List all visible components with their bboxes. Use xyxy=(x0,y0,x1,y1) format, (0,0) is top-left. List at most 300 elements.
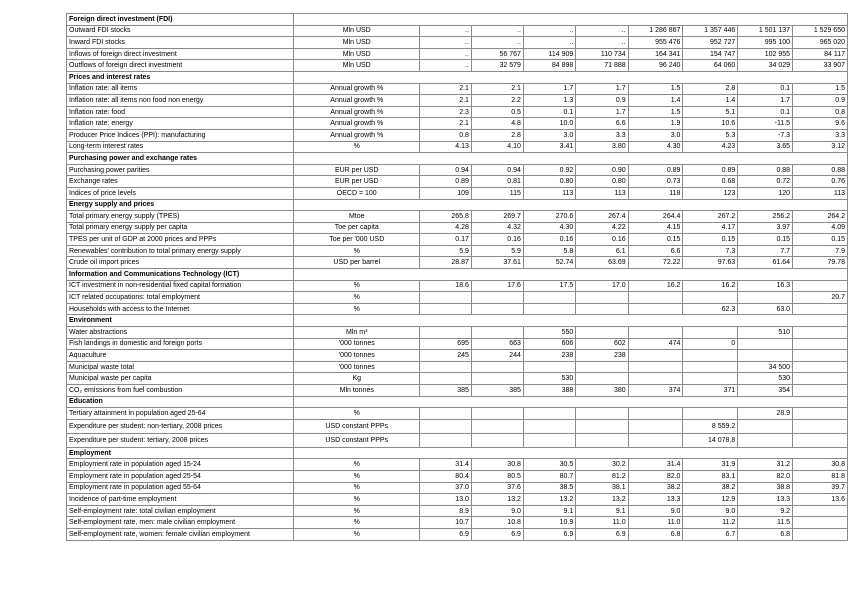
unit-cell: % xyxy=(294,141,420,153)
value-cell: 52.74 xyxy=(523,257,575,269)
value-cell: 14 078.8 xyxy=(683,433,738,447)
value-cell: 0.1 xyxy=(738,106,793,118)
section-header-row xyxy=(67,315,848,327)
value-cell: 0.5 xyxy=(471,106,523,118)
value-cell xyxy=(793,528,848,540)
table-row xyxy=(67,327,848,339)
value-cell: 9.6 xyxy=(793,118,848,130)
indicator-label: Municipal waste total xyxy=(67,361,294,373)
table-row xyxy=(67,187,848,199)
indicator-label: CO₂ emissions from fuel combustion xyxy=(67,385,294,397)
value-cell xyxy=(420,373,472,385)
indicator-label: Incidence of part-time employment xyxy=(67,494,294,506)
unit-cell: OECD = 100 xyxy=(294,187,420,199)
section-title: Environment xyxy=(67,315,294,327)
value-cell: 37.61 xyxy=(471,257,523,269)
indicator-label: Municipal waste per capita xyxy=(67,373,294,385)
section-header-row xyxy=(67,447,848,459)
value-cell: 9.0 xyxy=(628,505,683,517)
value-cell: 38.8 xyxy=(738,482,793,494)
value-cell xyxy=(683,327,738,339)
value-cell: 0.88 xyxy=(738,164,793,176)
unit-cell: Annual growth % xyxy=(294,118,420,130)
unit-cell: Annual growth % xyxy=(294,83,420,95)
value-cell: .. xyxy=(471,37,523,49)
value-cell: 267.2 xyxy=(683,211,738,223)
section-spacer xyxy=(294,269,848,281)
indicator-label: Total primary energy supply per capita xyxy=(67,222,294,234)
table-row xyxy=(67,303,848,315)
value-cell: 3.0 xyxy=(628,129,683,141)
value-cell xyxy=(738,350,793,362)
value-cell: 1.7 xyxy=(576,83,628,95)
value-cell: 1.7 xyxy=(523,83,575,95)
table-row xyxy=(67,25,848,37)
unit-cell: USD constant PPPs xyxy=(294,419,420,433)
value-cell: 30.2 xyxy=(576,459,628,471)
value-cell xyxy=(793,361,848,373)
unit-cell: Annual growth % xyxy=(294,106,420,118)
value-cell xyxy=(576,408,628,420)
value-cell xyxy=(628,361,683,373)
value-cell: 11.0 xyxy=(576,517,628,529)
value-cell: 84 117 xyxy=(793,48,848,60)
value-cell: 267.4 xyxy=(576,211,628,223)
table-row xyxy=(67,164,848,176)
value-cell: 13.2 xyxy=(523,494,575,506)
value-cell xyxy=(576,292,628,304)
value-cell: 72.22 xyxy=(628,257,683,269)
value-cell: 1.4 xyxy=(628,95,683,107)
value-cell: 31.4 xyxy=(420,459,472,471)
value-cell: 109 xyxy=(420,187,472,199)
value-cell: 0.16 xyxy=(523,234,575,246)
unit-cell: USD constant PPPs xyxy=(294,433,420,447)
value-cell: 84 898 xyxy=(523,60,575,72)
value-cell: 0.80 xyxy=(576,176,628,188)
table-row xyxy=(67,141,848,153)
value-cell: 0.9 xyxy=(576,95,628,107)
value-cell: 1.7 xyxy=(576,106,628,118)
indicator-label: Inflation rate: all items xyxy=(67,83,294,95)
section-header-row xyxy=(67,71,848,83)
section-spacer xyxy=(294,71,848,83)
value-cell: 10.8 xyxy=(471,517,523,529)
value-cell: 8 559.2 xyxy=(683,419,738,433)
unit-cell: % xyxy=(294,245,420,257)
value-cell: 80.7 xyxy=(523,470,575,482)
indicator-label: Employment rate in population aged 15-24 xyxy=(67,459,294,471)
value-cell: 33 907 xyxy=(793,60,848,72)
unit-cell: Kg xyxy=(294,373,420,385)
value-cell: 83.1 xyxy=(683,470,738,482)
value-cell: 82.0 xyxy=(738,470,793,482)
unit-cell: % xyxy=(294,292,420,304)
value-cell: 17.5 xyxy=(523,280,575,292)
value-cell: 0.17 xyxy=(420,234,472,246)
value-cell xyxy=(576,361,628,373)
indicator-label: Long-term interest rates xyxy=(67,141,294,153)
indicator-label: Employment rate in population aged 55-64 xyxy=(67,482,294,494)
value-cell: 9.1 xyxy=(523,505,575,517)
value-cell xyxy=(576,373,628,385)
unit-cell: Mln m³ xyxy=(294,327,420,339)
value-cell: 4.30 xyxy=(628,141,683,153)
indicator-label: Expenditure per student: tertiary, 2008 prices xyxy=(67,433,294,447)
value-cell: .. xyxy=(576,37,628,49)
value-cell: 0.16 xyxy=(576,234,628,246)
table-row xyxy=(67,528,848,540)
value-cell: 37.6 xyxy=(471,482,523,494)
value-cell: 1.3 xyxy=(523,95,575,107)
value-cell: 30.8 xyxy=(471,459,523,471)
value-cell: 164 341 xyxy=(628,48,683,60)
indicator-label: Outflows of foreign direct investment xyxy=(67,60,294,72)
value-cell: 244 xyxy=(471,350,523,362)
value-cell xyxy=(793,338,848,350)
value-cell: 245 xyxy=(420,350,472,362)
value-cell: 113 xyxy=(523,187,575,199)
value-cell: 17.6 xyxy=(471,280,523,292)
value-cell: 9.0 xyxy=(683,505,738,517)
section-title: Energy supply and prices xyxy=(67,199,294,211)
section-title: Education xyxy=(67,396,294,408)
value-cell: 5.9 xyxy=(471,245,523,257)
section-spacer xyxy=(294,447,848,459)
value-cell: 6.8 xyxy=(628,528,683,540)
unit-cell: Toe per '000 USD xyxy=(294,234,420,246)
indicator-label: Water abstractions xyxy=(67,327,294,339)
value-cell: 371 xyxy=(683,385,738,397)
value-cell: 965 020 xyxy=(793,37,848,49)
value-cell: 4.8 xyxy=(471,118,523,130)
value-cell: 154 747 xyxy=(683,48,738,60)
value-cell: 31.9 xyxy=(683,459,738,471)
section-title: Foreign direct investment (FDI) xyxy=(67,14,294,26)
section-spacer xyxy=(294,14,848,26)
unit-cell: Annual growth % xyxy=(294,95,420,107)
value-cell: 114 909 xyxy=(523,48,575,60)
value-cell: 0.16 xyxy=(471,234,523,246)
value-cell: 38.1 xyxy=(576,482,628,494)
table-row xyxy=(67,60,848,72)
value-cell: 530 xyxy=(738,373,793,385)
unit-cell: Mtoe xyxy=(294,211,420,223)
value-cell: 0.89 xyxy=(683,164,738,176)
value-cell xyxy=(420,361,472,373)
table-row xyxy=(67,211,848,223)
table-row xyxy=(67,408,848,420)
value-cell: -7.3 xyxy=(738,129,793,141)
unit-cell: % xyxy=(294,459,420,471)
value-cell: 80.5 xyxy=(471,470,523,482)
table-row xyxy=(67,95,848,107)
value-cell: 695 xyxy=(420,338,472,350)
indicator-label: Self-employment rate, women: female civilian employment xyxy=(67,528,294,540)
value-cell: .. xyxy=(576,25,628,37)
unit-cell: Toe per capita xyxy=(294,222,420,234)
value-cell: 0 xyxy=(683,338,738,350)
value-cell: 4.32 xyxy=(471,222,523,234)
value-cell xyxy=(471,292,523,304)
table-row xyxy=(67,234,848,246)
indicator-label: Outward FDI stocks xyxy=(67,25,294,37)
indicator-label: Inward FDI stocks xyxy=(67,37,294,49)
value-cell xyxy=(471,419,523,433)
value-cell: 4.23 xyxy=(683,141,738,153)
value-cell xyxy=(793,350,848,362)
value-cell: 1 529 650 xyxy=(793,25,848,37)
indicator-label: Inflows of foreign direct investment xyxy=(67,48,294,60)
unit-cell: Mln USD xyxy=(294,48,420,60)
value-cell: .. xyxy=(420,37,472,49)
value-cell: 602 xyxy=(576,338,628,350)
value-cell: 3.41 xyxy=(523,141,575,153)
value-cell: 6.6 xyxy=(576,118,628,130)
table-row xyxy=(67,419,848,433)
value-cell: 264.2 xyxy=(793,211,848,223)
value-cell: 4.15 xyxy=(628,222,683,234)
value-cell: 952 727 xyxy=(683,37,738,49)
value-cell: 4.10 xyxy=(471,141,523,153)
value-cell: 13.3 xyxy=(738,494,793,506)
section-spacer xyxy=(294,199,848,211)
value-cell xyxy=(683,292,738,304)
table-row xyxy=(67,338,848,350)
value-cell xyxy=(576,303,628,315)
value-cell xyxy=(738,433,793,447)
table-row xyxy=(67,505,848,517)
table-row xyxy=(67,176,848,188)
value-cell: 995 100 xyxy=(738,37,793,49)
value-cell: 16.2 xyxy=(683,280,738,292)
value-cell: 13.0 xyxy=(420,494,472,506)
value-cell: 0.1 xyxy=(738,83,793,95)
indicator-label: Tertiary attainment in population aged 25-64 xyxy=(67,408,294,420)
value-cell xyxy=(793,327,848,339)
value-cell: 71 888 xyxy=(576,60,628,72)
value-cell: 32 579 xyxy=(471,60,523,72)
value-cell: 1 501 137 xyxy=(738,25,793,37)
section-title: Employment xyxy=(67,447,294,459)
value-cell: 0.81 xyxy=(471,176,523,188)
value-cell: 510 xyxy=(738,327,793,339)
value-cell: 0.94 xyxy=(471,164,523,176)
value-cell: 39.7 xyxy=(793,482,848,494)
value-cell: 5.1 xyxy=(683,106,738,118)
table-row xyxy=(67,459,848,471)
value-cell: 10.7 xyxy=(420,517,472,529)
value-cell xyxy=(576,433,628,447)
table-row xyxy=(67,350,848,362)
value-cell: 530 xyxy=(523,373,575,385)
value-cell xyxy=(628,350,683,362)
indicator-label: TPES per unit of GDP at 2000 prices and PPPs xyxy=(67,234,294,246)
value-cell: 388 xyxy=(523,385,575,397)
value-cell: 3.65 xyxy=(738,141,793,153)
value-cell xyxy=(471,408,523,420)
indicator-label: Inflation rate: all items non food non energy xyxy=(67,95,294,107)
value-cell: 34 500 xyxy=(738,361,793,373)
value-cell: 0.89 xyxy=(420,176,472,188)
value-cell xyxy=(793,408,848,420)
value-cell: 38.5 xyxy=(523,482,575,494)
value-cell: 264.4 xyxy=(628,211,683,223)
value-cell xyxy=(683,373,738,385)
value-cell xyxy=(471,433,523,447)
value-cell: 81.8 xyxy=(793,470,848,482)
value-cell: 16.3 xyxy=(738,280,793,292)
indicator-label: Inflation rate: food xyxy=(67,106,294,118)
value-cell: 63.0 xyxy=(738,303,793,315)
unit-cell: USD per barrel xyxy=(294,257,420,269)
section-header-row xyxy=(67,153,848,165)
section-title: Information and Communications Technology (ICT) xyxy=(67,269,294,281)
indicator-label: Self-employment rate: total civilian employment xyxy=(67,505,294,517)
value-cell: 1.5 xyxy=(793,83,848,95)
value-cell: .. xyxy=(471,25,523,37)
table-row xyxy=(67,222,848,234)
value-cell xyxy=(523,292,575,304)
section-header-row xyxy=(67,396,848,408)
value-cell: 11.0 xyxy=(628,517,683,529)
unit-cell: '000 tonnes xyxy=(294,350,420,362)
indicator-label: Aquaculture xyxy=(67,350,294,362)
value-cell: 10.9 xyxy=(523,517,575,529)
value-cell: 80.4 xyxy=(420,470,472,482)
value-cell: .. xyxy=(523,25,575,37)
unit-cell: EUR per USD xyxy=(294,176,420,188)
value-cell: 0.15 xyxy=(683,234,738,246)
unit-cell: % xyxy=(294,517,420,529)
value-cell xyxy=(793,373,848,385)
section-header-row xyxy=(67,199,848,211)
value-cell: 1.4 xyxy=(683,95,738,107)
value-cell xyxy=(738,338,793,350)
indicator-label: Households with access to the Internet xyxy=(67,303,294,315)
section-spacer xyxy=(294,396,848,408)
value-cell xyxy=(523,408,575,420)
value-cell xyxy=(628,327,683,339)
section-spacer xyxy=(294,153,848,165)
section-title: Prices and interest rates xyxy=(67,71,294,83)
section-title: Purchasing power and exchange rates xyxy=(67,153,294,165)
indicator-label: Renewables' contribution to total primary energy supply xyxy=(67,245,294,257)
value-cell: 2.8 xyxy=(683,83,738,95)
value-cell: 0.92 xyxy=(523,164,575,176)
table-row xyxy=(67,83,848,95)
unit-cell: % xyxy=(294,494,420,506)
indicator-label: Purchasing power parities xyxy=(67,164,294,176)
value-cell: 550 xyxy=(523,327,575,339)
indicator-label: Indices of price levels xyxy=(67,187,294,199)
value-cell xyxy=(420,419,472,433)
value-cell xyxy=(738,292,793,304)
value-cell xyxy=(471,303,523,315)
value-cell xyxy=(471,327,523,339)
value-cell: 10.0 xyxy=(523,118,575,130)
section-header-row xyxy=(67,14,848,26)
value-cell: 6.9 xyxy=(420,528,472,540)
value-cell xyxy=(628,373,683,385)
value-cell: 374 xyxy=(628,385,683,397)
value-cell: .. xyxy=(523,37,575,49)
value-cell: 0.89 xyxy=(628,164,683,176)
value-cell: 3.0 xyxy=(523,129,575,141)
indicator-label: Fish landings in domestic and foreign ports xyxy=(67,338,294,350)
value-cell xyxy=(793,517,848,529)
statistics-table xyxy=(66,13,848,541)
value-cell xyxy=(683,350,738,362)
value-cell: 2.1 xyxy=(471,83,523,95)
value-cell xyxy=(793,385,848,397)
value-cell: 13.2 xyxy=(471,494,523,506)
table-row xyxy=(67,433,848,447)
section-header-row xyxy=(67,269,848,281)
value-cell: 56 767 xyxy=(471,48,523,60)
value-cell: 4.13 xyxy=(420,141,472,153)
value-cell: 238 xyxy=(523,350,575,362)
value-cell xyxy=(628,433,683,447)
value-cell xyxy=(523,361,575,373)
value-cell: 6.8 xyxy=(738,528,793,540)
indicator-label: ICT related occupations: total employment xyxy=(67,292,294,304)
value-cell: 3.12 xyxy=(793,141,848,153)
value-cell: 20.7 xyxy=(793,292,848,304)
value-cell: 113 xyxy=(576,187,628,199)
value-cell: 38.2 xyxy=(683,482,738,494)
table-row xyxy=(67,106,848,118)
unit-cell: % xyxy=(294,505,420,517)
value-cell: 30.8 xyxy=(793,459,848,471)
value-cell xyxy=(523,433,575,447)
table-row xyxy=(67,373,848,385)
value-cell: 34 029 xyxy=(738,60,793,72)
value-cell: 474 xyxy=(628,338,683,350)
table-row xyxy=(67,470,848,482)
value-cell: 4.22 xyxy=(576,222,628,234)
value-cell: 13.3 xyxy=(628,494,683,506)
value-cell: 385 xyxy=(471,385,523,397)
value-cell: 0.8 xyxy=(420,129,472,141)
value-cell: 0.68 xyxy=(683,176,738,188)
unit-cell: Mln tonnes xyxy=(294,385,420,397)
table-row xyxy=(67,517,848,529)
value-cell: 0.15 xyxy=(628,234,683,246)
value-cell: 18.6 xyxy=(420,280,472,292)
value-cell: 0.90 xyxy=(576,164,628,176)
value-cell: 4.09 xyxy=(793,222,848,234)
table-row xyxy=(67,482,848,494)
value-cell: 38.2 xyxy=(628,482,683,494)
value-cell: 2.1 xyxy=(420,95,472,107)
value-cell: 9.0 xyxy=(471,505,523,517)
value-cell xyxy=(420,408,472,420)
unit-cell: Annual growth % xyxy=(294,129,420,141)
value-cell: 17.0 xyxy=(576,280,628,292)
indicator-label: Expenditure per student: non-tertiary, 2008 prices xyxy=(67,419,294,433)
value-cell: 10.6 xyxy=(683,118,738,130)
value-cell: 6.9 xyxy=(576,528,628,540)
value-cell: 2.8 xyxy=(471,129,523,141)
value-cell: 0.15 xyxy=(793,234,848,246)
value-cell: 28.9 xyxy=(738,408,793,420)
table-row xyxy=(67,118,848,130)
value-cell: 385 xyxy=(420,385,472,397)
value-cell: 354 xyxy=(738,385,793,397)
value-cell: -11.5 xyxy=(738,118,793,130)
value-cell: 0.72 xyxy=(738,176,793,188)
